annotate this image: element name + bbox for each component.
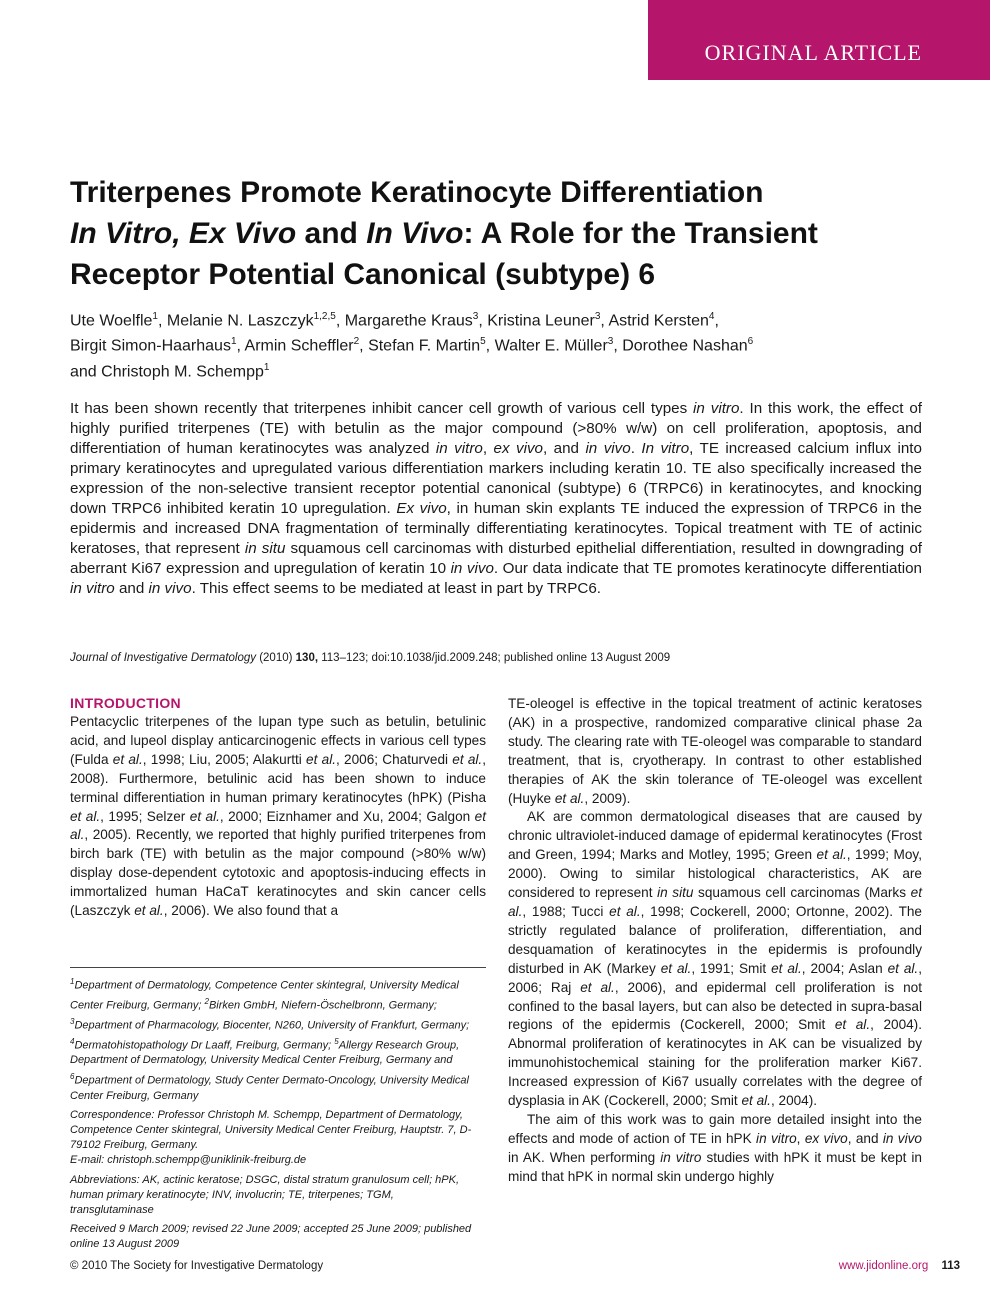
text-run: . This effect seems to be mediated at least in part by TRPC6. xyxy=(191,580,602,597)
italic-run: et al. xyxy=(887,960,919,976)
italic-run: et al. xyxy=(189,808,220,824)
affiliation-text: Department of Dermatology, Competence Center skintegral, University Medical Center Freiburg, Germany; xyxy=(70,979,459,1012)
author-affiliation-mark: 6 xyxy=(747,336,754,348)
italic-run: et al. xyxy=(508,885,922,919)
italic-run: Journal of Investigative Dermatology xyxy=(70,652,257,664)
affiliation-number: 5 xyxy=(334,1036,339,1046)
text-run: , 1999; Moy, 2000). Owing to similar histological characteristics, AK are considered to represent xyxy=(508,847,922,901)
left-column xyxy=(70,695,486,921)
author-affiliation-mark: 4 xyxy=(708,311,715,322)
author-affiliation-mark: 1 xyxy=(152,311,158,322)
text-run: , 1988; Tucci xyxy=(522,903,610,919)
italic-run: et al. xyxy=(452,751,483,767)
text-run: , 2004). Abnormal proliferation of keratinocytes in AK can be visualized by immunohistochemical staining for the proliferation marker Ki67. Increased expression of Ki67 usually correlates with the degree of dysplasia in AK (Cockerell, 2000; Smit xyxy=(508,1017,922,1109)
page-number: 113 xyxy=(941,1260,960,1272)
italic-run: et al. xyxy=(112,751,143,767)
affiliation-text: Department of Pharmacology, Biocenter, N260, University of Frankfurt, Germany; xyxy=(74,1019,470,1032)
introduction-paragraph-1 xyxy=(70,713,486,921)
text-run: , 1995; Selzer xyxy=(100,808,190,824)
italic-run: in situ xyxy=(657,885,694,901)
text-run: , 2006). We also found that a xyxy=(163,903,339,919)
text-run: , 2006; Chaturvedi xyxy=(336,751,453,767)
affiliation-text: Allergy Research Group, Department of Dermatology, University Medical Center Freiburg, Germany and xyxy=(70,1039,460,1067)
abstract xyxy=(70,399,922,599)
right-paragraph-3 xyxy=(508,1111,922,1187)
italic-run: et al. xyxy=(660,960,692,976)
text-run: , xyxy=(482,440,494,457)
italic-run: et al. xyxy=(134,903,164,919)
author-affiliation-mark: 5 xyxy=(480,336,486,348)
abbreviations: Abbreviations: AK, actinic keratose; DSGC, distal stratum granulosum cell; hPK, human primary keratinocyte; INV, involucrin; TE, triterpenes; TGM, transglutaminase xyxy=(70,1173,460,1216)
author-name: Kristina Leuner xyxy=(487,312,595,330)
footnotes xyxy=(70,974,478,1257)
italic-run: in vivo xyxy=(585,440,631,457)
email-line[interactable]: E-mail: christoph.schempp@uniklinik-freiburg.de xyxy=(70,1154,307,1167)
footer-right xyxy=(839,1260,960,1272)
affiliations xyxy=(70,974,478,1104)
author-affiliation-mark: 3 xyxy=(594,311,601,322)
text-run: . Our data indicate that TE promotes keratinocyte differentiation xyxy=(493,560,922,577)
received-dates: Received 9 March 2009; revised 22 June 2009; accepted 25 June 2009; published online 13 August 2009 xyxy=(70,1223,472,1251)
text-run: , and xyxy=(847,1130,883,1146)
italic-run: in vitro xyxy=(693,400,740,417)
text-run: , in human skin explants TE induced the expression of TRPC6 in the epidermis and increased DNA fragmentation of terminally differentiating keratinocytes. Topical treatment with TE of actinic keratoses, that represent xyxy=(70,500,922,557)
footnote-divider xyxy=(70,967,486,968)
text-run: , 1991; Smit xyxy=(691,960,772,976)
text-run: , 1998; Cockerell, 2000; Ortonne, 2002). The strictly regulated balance of proliferation, differentiation, and desquamation of keratinocytes in the epidermis is profoundly disturbed in AK (Markey xyxy=(508,903,922,976)
italic-run: ex vivo xyxy=(493,440,543,457)
title-line-1: Triterpenes Promote Keratinocyte Differentiation xyxy=(70,176,764,209)
text-run: The aim of this work was to gain more detailed insight into the effects and mode of action of TE in hPK xyxy=(508,1111,922,1146)
author-name: Melanie N. Laszczyk xyxy=(166,312,314,330)
introduction-heading: INTRODUCTION xyxy=(70,695,181,711)
right-column xyxy=(508,695,922,1187)
citation-line xyxy=(70,650,930,666)
italic-run: in vivo xyxy=(450,560,494,577)
author-name: Stefan F. Martin xyxy=(368,337,481,355)
italic-run: et al. xyxy=(771,960,802,976)
article-type-label: ORIGINAL ARTICLE xyxy=(704,40,922,65)
text-run: . In this work, the effect of highly purified triterpenes (TE) with betulin as the major compound (>80% w/w) on cell proliferation, apoptosis, and differentiation of human keratinocytes was analyzed xyxy=(70,400,922,457)
italic-run: et al. xyxy=(816,847,847,863)
title-italic-1: In Vitro, Ex Vivo xyxy=(70,217,297,250)
italic-run: in vitro xyxy=(756,1130,797,1146)
italic-run: In vitro xyxy=(641,440,690,457)
affiliation-text: Department of Dermatology, Study Center Dermato-Oncology, University Medical Center Freiburg, Germany xyxy=(70,1074,469,1102)
author-name: Armin Scheffler xyxy=(244,337,354,355)
italic-run: in vitro xyxy=(70,580,115,597)
text-run: studies with hPK it must be kept in mind that hPK in normal skin undergo highly xyxy=(508,1149,922,1184)
italic-run: in situ xyxy=(244,540,286,557)
italic-run: et al. xyxy=(70,808,101,824)
author-name: Ute Woelfle xyxy=(70,312,153,330)
italic-run: et al. xyxy=(306,751,336,767)
author-affiliation-mark: 3 xyxy=(607,336,614,348)
journal-url-link[interactable]: www.jidonline.org xyxy=(838,1260,929,1272)
italic-run: et al. xyxy=(834,1017,871,1033)
affiliation-number: 6 xyxy=(70,1071,75,1081)
title-line-3: Receptor Potential Canonical (subtype) 6 xyxy=(70,258,656,291)
text-run: , 2000; Eiznhamer and Xu, 2004; Galgon xyxy=(219,808,475,824)
text-run: , 2009). xyxy=(584,790,631,806)
text-run: , and xyxy=(543,440,586,457)
correspondence xyxy=(70,1108,478,1169)
text-run: squamous cell carcinomas with disturbed epithelial differentiation, resulted in downgrading of aberrant Ki67 expression and upregulation of keratin 10 xyxy=(70,540,923,577)
author-affiliation-mark: 2 xyxy=(353,336,360,348)
text-run: 113–123; doi:10.1038/jid.2009.248; published online 13 August 2009 xyxy=(318,652,671,664)
author-affiliation-mark: 3 xyxy=(472,311,479,322)
text-run: . xyxy=(630,440,642,457)
text-run: TE-oleogel is effective in the topical treatment of actinic keratoses (AK) in a prospective, randomized comparative clinical phase 2a study. The clearing rate with TE-oleogel was comparable to standard treatment, that is, cryotherapy. In contrast to other established therapies of AK the skin tolerance of TE-oleogel was excellent (Huyke xyxy=(508,696,922,806)
italic-run: ex vivo xyxy=(804,1130,848,1146)
italic-run: et al. xyxy=(554,790,585,806)
affiliation-number: 2 xyxy=(204,996,209,1006)
italic-run: in vitro xyxy=(435,440,483,457)
author-name: Christoph M. Schempp xyxy=(101,362,264,380)
affiliation-number: 3 xyxy=(70,1016,75,1026)
text-run: (2010) xyxy=(256,652,296,664)
italic-run: et al. xyxy=(580,979,615,995)
affiliation-number: 4 xyxy=(70,1036,75,1046)
right-paragraph-1 xyxy=(508,695,922,808)
article-title xyxy=(70,172,940,295)
author-list: Ute Woelfle$^1$, Melanie N. Laszczyk$^{1,2,5}$, Margarethe Kraus$^3$, Kristina Leuner$^3$, Astrid Kersten$^4$, Birgit Simon-Haarhaus$^1$, Armin Scheffler$^2$, Stefan F. Martin$^5$, Walter E. Müller$^3$, Dorothee Nashan$^6$ and Christoph M. Schempp$^1$ xyxy=(70,311,754,380)
italic-run: Ex vivo xyxy=(396,500,447,517)
text-run: , 2004; Aslan xyxy=(801,960,888,976)
author-name: Walter E. Müller xyxy=(494,337,608,355)
author-affiliation-mark: 1,2,5 xyxy=(313,311,336,322)
italic-run: et al. xyxy=(741,1093,771,1109)
title-line-2-rest: : A Role for the Transient xyxy=(463,217,818,250)
article-type-band xyxy=(648,0,990,80)
italic-run: et al. xyxy=(70,808,486,843)
text-run: , TE increased calcium influx into primary keratinocytes and upregulated various differentiation markers including keratin 10. TE also specifically increased the expression of the non-selective transient receptor potential canonical (subtype) 6 (TRPC6) in keratinocytes, and knocking down TRPC6 inhibited keratin 10 upregulation. xyxy=(70,440,922,517)
text-run: squamous cell carcinomas (Marks xyxy=(693,885,911,901)
text-run: , 2005). Recently, we reported that highly purified triterpenes from birch bark (TE) with betulin as the major compound (>80% w/w) display dose-dependent cytotoxic and apoptosis-inducing effects in immortalized human HaCaT keratinocytes and skin cancer cells (Laszczyk xyxy=(70,827,486,919)
footer-copyright: © 2010 The Society for Investigative Dermatology xyxy=(70,1260,324,1272)
text-run: It has been shown recently that triterpenes inhibit cancer cell growth of various cell types xyxy=(70,400,694,417)
author-name: Dorothee Nashan xyxy=(622,337,748,355)
italic-run: et al. xyxy=(609,903,641,919)
title-italic-2: In Vivo xyxy=(366,217,464,250)
text-run: , 2004). xyxy=(770,1093,818,1109)
author-affiliation-mark: 1 xyxy=(263,361,270,373)
author-conjunction: and xyxy=(70,362,102,380)
text-run: , 2008). Furthermore, betulinic acid has been shown to induce terminal differentiation in human primary keratinocytes (hPK) (Pisha xyxy=(70,751,486,805)
affiliation-text: Dermatohistopathology Dr Laaff, Freiburg, Germany; xyxy=(74,1039,335,1052)
text-run: , 1998; Liu, 2005; Alakurtti xyxy=(142,751,307,767)
text-run: in AK. When performing xyxy=(508,1149,661,1165)
author-name: Birgit Simon-Haarhaus xyxy=(70,337,231,355)
author-affiliation-mark: 1 xyxy=(230,336,237,348)
author-name: Margarethe Kraus xyxy=(344,312,473,330)
italic-run: in vivo xyxy=(148,580,192,597)
text-run: , 2006; Raj xyxy=(508,960,922,995)
text-run: , 2006), and epidermal cell proliferation is not confined to the basal layers, but can also be detected in supra-basal regions of the epidermis (Cockerell, 2000; Smit xyxy=(508,979,923,1033)
affiliation-text: Birken GmbH, Niefern-Öschelbronn, Germany; xyxy=(208,999,437,1012)
italic-run: in vivo xyxy=(882,1130,922,1146)
correspondence-text: Correspondence: Professor Christoph M. Schempp, Department of Dermatology, Competence Center skintegral, University Medical Center Freiburg, Hauptstr. 7, D-79102 Freiburg, Germany. xyxy=(70,1108,472,1152)
text-run: , xyxy=(796,1130,805,1146)
text-run: AK are common dermatological diseases that are caused by chronic ultraviolet-induced damage of epidermal keratinocytes (Frost and Green, 1994; Marks and Motley, 1995; Green xyxy=(508,809,922,863)
text-run: Pentacyclic triterpenes of the lupan type such as betulin, betulinic acid, and lupeol display anticarcinogenic effects in various cell types (Fulda xyxy=(70,714,486,767)
italic-run: in vitro xyxy=(660,1149,702,1165)
text-run: and xyxy=(114,580,149,597)
title-and: and xyxy=(296,217,367,250)
right-paragraph-2 xyxy=(508,808,922,1111)
bold-run: 130, xyxy=(295,652,319,664)
author-name: Astrid Kersten xyxy=(608,312,709,330)
affiliation-number: 1 xyxy=(70,977,75,986)
